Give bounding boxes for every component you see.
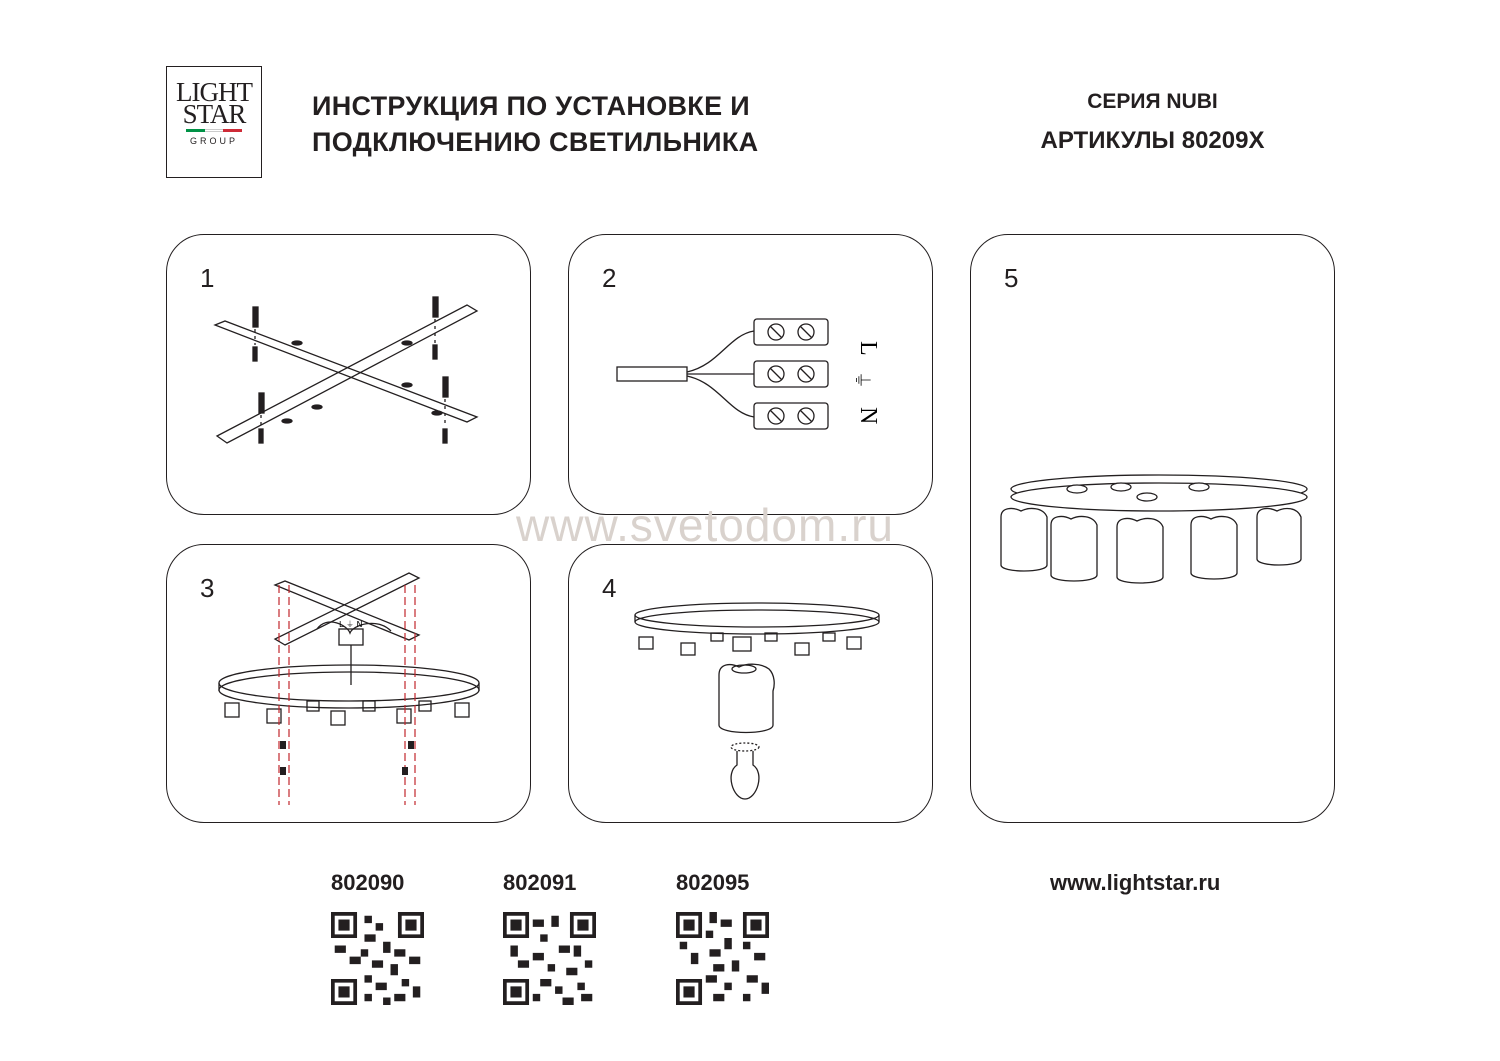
shade-and-bulb-illustration [569, 545, 934, 824]
step-number: 3 [200, 573, 215, 603]
step-number: 4 [602, 573, 617, 603]
qr-code-1[interactable] [331, 912, 424, 1005]
page-title [312, 88, 758, 160]
terminal-label-l: L [855, 341, 881, 356]
step-3-panel [166, 544, 531, 823]
brand-logo [166, 66, 262, 178]
step-number: 2 [602, 263, 617, 293]
wire-labels: L ⏚ N [339, 620, 363, 629]
logo-word-group: GROUP [189, 136, 238, 146]
logo-flag [186, 129, 242, 132]
step-4-panel [568, 544, 933, 823]
logo-word-light: LIGHT [176, 77, 252, 107]
step-1-panel [166, 234, 531, 515]
article-code-3: 802095 [676, 870, 750, 895]
mounting-bracket-illustration [167, 235, 532, 516]
watermark: www.svetodom.ru [516, 499, 895, 551]
step-number: 1 [200, 263, 215, 293]
assembled-chandelier-illustration [971, 235, 1336, 824]
title-line-2: ПОДКЛЮЧЕНИЮ СВЕТИЛЬНИКА [312, 127, 759, 157]
terminal-block-illustration [569, 235, 934, 516]
terminal-label-n: N [855, 407, 881, 425]
qr-code-3[interactable] [676, 912, 769, 1005]
terminal-label-ground: ⏚ [851, 371, 872, 389]
article-code-2: 802091 [503, 870, 577, 895]
articles-label: АРТИКУЛЫ 80209X [1040, 127, 1265, 154]
step-5-panel [970, 234, 1335, 823]
website-link[interactable]: www.lightstar.ru [1050, 870, 1221, 895]
title-line-1: ИНСТРУКЦИЯ ПО УСТАНОВКЕ И [312, 91, 750, 121]
logo-word-star: STAR [182, 99, 246, 129]
qr-code-2[interactable] [503, 912, 596, 1005]
step-2-panel [568, 234, 933, 515]
ring-mounting-illustration [167, 545, 532, 824]
series-label: СЕРИЯ NUBI [1087, 90, 1218, 113]
step-number: 5 [1004, 263, 1019, 293]
article-code-1: 802090 [331, 870, 405, 895]
